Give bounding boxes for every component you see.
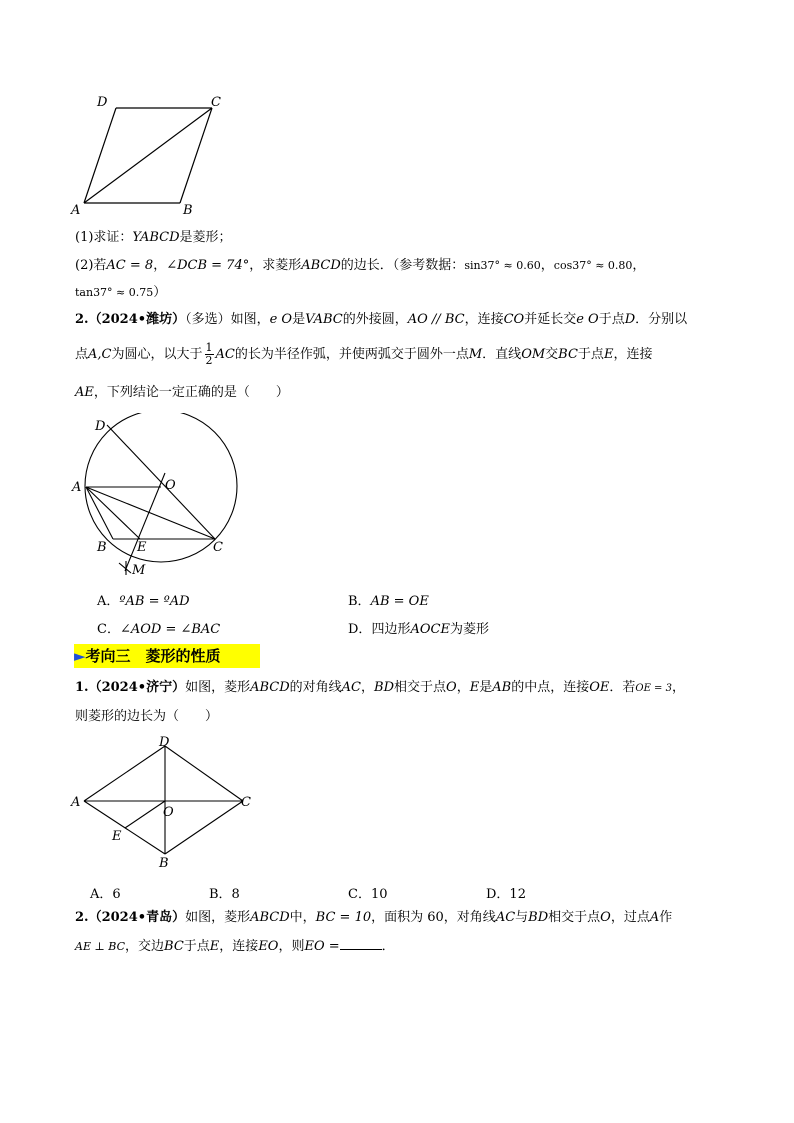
- label-E: E: [112, 829, 122, 844]
- label-A: A: [72, 480, 82, 495]
- label-M: M: [132, 563, 146, 578]
- option-d[interactable]: D．四边形AOCE为菱形: [348, 622, 489, 637]
- section-heading: ►考向三 菱形的性质: [74, 644, 260, 668]
- label-A: A: [71, 203, 81, 218]
- circle-triangle-figure: [65, 413, 250, 583]
- option-d[interactable]: D．12: [486, 887, 526, 902]
- q1-jining-line-1: 1.（2024•济宁）如图，菱形ABCD的对角线AC，BD相交于点O，E是AB的中点，连接OE．若OE = 3，: [75, 680, 685, 695]
- answer-blank[interactable]: [340, 937, 382, 950]
- parallelogram-figure: [65, 90, 235, 220]
- label-A: A: [71, 795, 81, 810]
- label-B: B: [97, 540, 107, 555]
- option-a[interactable]: A．ºAB = ºAD: [97, 594, 190, 609]
- option-c[interactable]: C．10: [348, 887, 388, 902]
- fraction-one-half: $\frac{1}{2}$: [205, 341, 213, 367]
- triangle-marker-icon: ►: [74, 647, 86, 665]
- q2-weifang-line-1: 2.（2024•潍坊）（多选）如图，e O是VABC的外接圆，AO // BC，连接CO并延长交e O于点D．分别以: [75, 312, 688, 327]
- label-C: C: [241, 795, 251, 810]
- label-O: O: [165, 478, 176, 493]
- label-E: E: [137, 540, 147, 555]
- q2-weifang-line-2: 点A,C为圆心，以大于 $\frac{1}{2}$ AC的长为半径作弧，并使两弧交于圆外一点M．直线OM交BC于点E，连接: [75, 341, 653, 367]
- label-B: B: [183, 203, 193, 218]
- q1-jining-line-2: 则菱形的边长为（ ）: [75, 709, 219, 724]
- option-b[interactable]: B．8: [209, 887, 240, 902]
- question-part-2-line-1: (2)若AC = 8，∠DCB = 74°，求菱形ABCD的边长．（参考数据：sin37° ≈ 0.60，cos37° ≈ 0.80，: [75, 258, 646, 273]
- rhombus-figure: [65, 730, 265, 875]
- label-C: C: [211, 95, 221, 110]
- label-D: D: [95, 419, 106, 434]
- question-part-1: (1)求证：YABCD是菱形；: [75, 230, 232, 245]
- label-D: D: [159, 735, 170, 750]
- label-B: B: [159, 856, 169, 871]
- label-D: D: [97, 95, 108, 110]
- q2-qingdao-line-2: AE ⊥ BC，交边BC于点E，连接EO，则EO = ．: [75, 939, 395, 954]
- question-part-2-line-2: tan37° ≈ 0.75）: [75, 285, 167, 300]
- label-O: O: [163, 805, 174, 820]
- label-C: C: [213, 540, 223, 555]
- option-b[interactable]: B．AB = OE: [348, 594, 429, 609]
- option-a[interactable]: A．6: [90, 887, 121, 902]
- option-c[interactable]: C．∠AOD = ∠BAC: [97, 622, 221, 637]
- q2-weifang-line-3: AE，下列结论一定正确的是（ ）: [75, 385, 289, 400]
- q2-qingdao-line-1: 2.（2024•青岛）如图，菱形ABCD中，BC = 10，面积为 60，对角线AC与BD相交于点O，过点A作: [75, 910, 673, 925]
